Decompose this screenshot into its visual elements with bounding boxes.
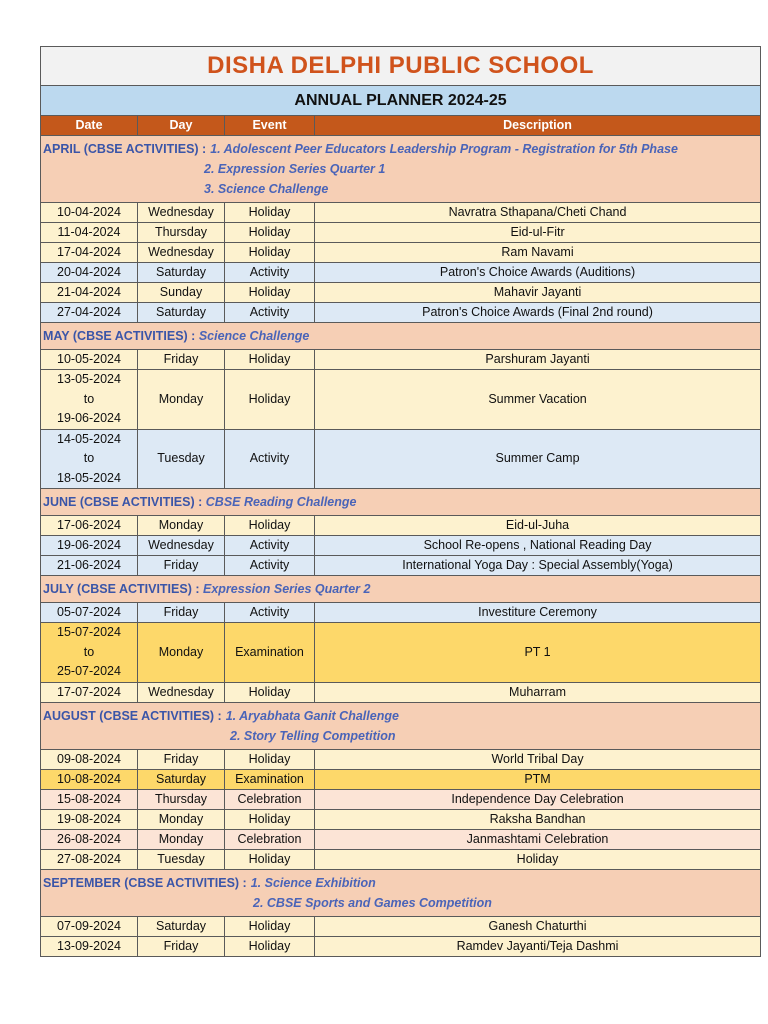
cell-description: Ram Navami <box>315 243 761 263</box>
table-row <box>41 303 761 323</box>
cell-description: School Re-opens , National Reading Day <box>315 536 761 556</box>
section-header <box>41 323 761 350</box>
cell-description: Independence Day Celebration <box>315 789 761 809</box>
column-header-description: Description <box>315 116 761 136</box>
annual-planner <box>40 46 760 957</box>
cell-date: 10-08-2024 <box>41 769 138 789</box>
cell-event: Holiday <box>225 682 315 702</box>
date-line: 18-05-2024 <box>57 470 121 485</box>
cell-description: PTM <box>315 769 761 789</box>
section-header-cell <box>41 323 761 350</box>
date-line: to <box>83 391 95 406</box>
cell-day: Monday <box>138 623 225 683</box>
school-name: DISHA DELPHI PUBLIC SCHOOL <box>41 47 761 86</box>
cbse-activity: 2. Expression Series Quarter 1 <box>204 162 386 176</box>
cbse-activity: 1. Adolescent Peer Educators Leadership Program - Registration for 5th Phase <box>210 142 678 156</box>
cell-description: Investiture Ceremony <box>315 603 761 623</box>
cell-date <box>41 429 138 489</box>
table-row <box>41 350 761 370</box>
cell-date: 17-04-2024 <box>41 243 138 263</box>
cell-day: Friday <box>138 936 225 956</box>
cell-event: Examination <box>225 769 315 789</box>
cell-description: Eid-ul-Fitr <box>315 223 761 243</box>
planner-table <box>40 46 761 957</box>
cbse-activity: Expression Series Quarter 2 <box>203 582 371 596</box>
cell-day: Sunday <box>138 283 225 303</box>
cell-day: Thursday <box>138 789 225 809</box>
table-row <box>41 809 761 829</box>
date-line: 14-05-2024 <box>57 431 121 446</box>
cell-event: Holiday <box>225 350 315 370</box>
cell-event: Activity <box>225 556 315 576</box>
cell-date: 19-08-2024 <box>41 809 138 829</box>
table-row <box>41 789 761 809</box>
date-line: 19-06-2024 <box>57 411 121 425</box>
cell-description: Parshuram Jayanti <box>315 350 761 370</box>
cell-event: Holiday <box>225 809 315 829</box>
planner-title: ANNUAL PLANNER 2024-25 <box>41 86 761 116</box>
date-line: to <box>83 644 95 659</box>
cell-description: Summer Camp <box>315 429 761 489</box>
cell-event: Activity <box>225 303 315 323</box>
section-header-cell <box>41 869 761 916</box>
cell-event: Holiday <box>225 916 315 936</box>
cell-day: Saturday <box>138 263 225 283</box>
section-month: JUNE (CBSE ACTIVITIES) : <box>43 495 203 509</box>
cell-date <box>41 370 138 430</box>
cell-event: Celebration <box>225 829 315 849</box>
section-header <box>41 489 761 516</box>
cell-event: Holiday <box>225 243 315 263</box>
cell-day: Monday <box>138 370 225 430</box>
cell-event: Holiday <box>225 749 315 769</box>
cell-date: 09-08-2024 <box>41 749 138 769</box>
section-month: AUGUST (CBSE ACTIVITIES) : <box>43 708 222 723</box>
cell-event: Activity <box>225 603 315 623</box>
cell-day: Wednesday <box>138 243 225 263</box>
cell-date: 10-04-2024 <box>41 203 138 223</box>
cell-description: Eid-ul-Juha <box>315 516 761 536</box>
section-header-cell <box>41 702 761 749</box>
cell-day: Saturday <box>138 769 225 789</box>
table-row <box>41 263 761 283</box>
cell-day: Monday <box>138 829 225 849</box>
cbse-activity: 3. Science Challenge <box>204 182 329 196</box>
cell-day: Saturday <box>138 916 225 936</box>
column-header-row <box>41 116 761 136</box>
cell-date: 17-07-2024 <box>41 682 138 702</box>
table-row <box>41 916 761 936</box>
cell-date: 26-08-2024 <box>41 829 138 849</box>
cbse-activity: CBSE Reading Challenge <box>205 495 357 509</box>
cell-description: PT 1 <box>315 623 761 683</box>
column-header-event: Event <box>225 116 315 136</box>
section-header <box>41 869 761 916</box>
cell-event: Holiday <box>225 203 315 223</box>
planner-body <box>41 136 761 957</box>
cbse-activity: Science Challenge <box>198 329 310 343</box>
table-row <box>41 603 761 623</box>
cell-day: Thursday <box>138 223 225 243</box>
table-row <box>41 429 761 489</box>
table-row <box>41 243 761 263</box>
cell-day: Tuesday <box>138 429 225 489</box>
cell-day: Wednesday <box>138 536 225 556</box>
cell-description: Patron's Choice Awards (Auditions) <box>315 263 761 283</box>
date-line: 25-07-2024 <box>57 664 121 678</box>
cell-description: Mahavir Jayanti <box>315 283 761 303</box>
cell-event: Activity <box>225 536 315 556</box>
cell-day: Monday <box>138 809 225 829</box>
cell-description: Raksha Bandhan <box>315 809 761 829</box>
table-row <box>41 682 761 702</box>
cbse-activity: 1. Science Exhibition <box>250 875 376 890</box>
cell-event: Holiday <box>225 223 315 243</box>
cell-description: Summer Vacation <box>315 370 761 430</box>
date-line: 15-07-2024 <box>57 625 121 639</box>
section-header <box>41 576 761 603</box>
cell-description: Patron's Choice Awards (Final 2nd round) <box>315 303 761 323</box>
section-header-cell <box>41 489 761 516</box>
cell-date: 27-04-2024 <box>41 303 138 323</box>
cell-date: 07-09-2024 <box>41 916 138 936</box>
cell-event: Examination <box>225 623 315 683</box>
cell-date: 20-04-2024 <box>41 263 138 283</box>
cell-date: 21-04-2024 <box>41 283 138 303</box>
table-row <box>41 283 761 303</box>
cell-date: 17-06-2024 <box>41 516 138 536</box>
cell-date: 10-05-2024 <box>41 350 138 370</box>
section-month: SEPTEMBER (CBSE ACTIVITIES) : <box>43 875 247 890</box>
cell-date: 11-04-2024 <box>41 223 138 243</box>
cell-day: Friday <box>138 350 225 370</box>
cell-event: Activity <box>225 429 315 489</box>
date-line: 13-05-2024 <box>57 372 121 386</box>
cell-event: Holiday <box>225 849 315 869</box>
cell-date: 15-08-2024 <box>41 789 138 809</box>
cell-day: Friday <box>138 603 225 623</box>
table-row <box>41 203 761 223</box>
table-row <box>41 936 761 956</box>
cell-day: Saturday <box>138 303 225 323</box>
cell-day: Friday <box>138 749 225 769</box>
cbse-activity: 1. Aryabhata Ganit Challenge <box>225 708 399 723</box>
section-month: JULY (CBSE ACTIVITIES) : <box>43 582 200 596</box>
cell-event: Holiday <box>225 283 315 303</box>
cell-date: 05-07-2024 <box>41 603 138 623</box>
section-month: APRIL (CBSE ACTIVITIES) : <box>43 142 207 156</box>
section-header <box>41 136 761 203</box>
table-row <box>41 769 761 789</box>
column-header-date: Date <box>41 116 138 136</box>
cell-event: Activity <box>225 263 315 283</box>
table-row <box>41 370 761 430</box>
cell-description: International Yoga Day : Special Assembly(Yoga) <box>315 556 761 576</box>
table-row <box>41 536 761 556</box>
cell-description: Ramdev Jayanti/Teja Dashmi <box>315 936 761 956</box>
cell-day: Wednesday <box>138 203 225 223</box>
cbse-activity: 2. CBSE Sports and Games Competition <box>253 895 492 910</box>
cell-event: Holiday <box>225 936 315 956</box>
cell-description: Navratra Sthapana/Cheti Chand <box>315 203 761 223</box>
cell-day: Friday <box>138 556 225 576</box>
cbse-activity: 2. Story Telling Competition <box>230 728 396 743</box>
cell-day: Wednesday <box>138 682 225 702</box>
cell-event: Celebration <box>225 789 315 809</box>
section-header <box>41 702 761 749</box>
cell-description: Janmashtami Celebration <box>315 829 761 849</box>
cell-event: Holiday <box>225 516 315 536</box>
section-header-cell <box>41 136 761 203</box>
table-row <box>41 849 761 869</box>
cell-date <box>41 623 138 683</box>
section-month: MAY (CBSE ACTIVITIES) : <box>43 329 196 343</box>
column-header-day: Day <box>138 116 225 136</box>
table-row <box>41 223 761 243</box>
date-line: to <box>83 451 95 465</box>
cell-description: Muharram <box>315 682 761 702</box>
section-header-cell <box>41 576 761 603</box>
table-row <box>41 749 761 769</box>
table-row <box>41 556 761 576</box>
cell-description: Holiday <box>315 849 761 869</box>
cell-description: Ganesh Chaturthi <box>315 916 761 936</box>
cell-date: 27-08-2024 <box>41 849 138 869</box>
cell-event: Holiday <box>225 370 315 430</box>
cell-date: 21-06-2024 <box>41 556 138 576</box>
cell-description: World Tribal Day <box>315 749 761 769</box>
cell-date: 19-06-2024 <box>41 536 138 556</box>
table-row <box>41 623 761 683</box>
cell-day: Monday <box>138 516 225 536</box>
cell-date: 13-09-2024 <box>41 936 138 956</box>
table-row <box>41 516 761 536</box>
table-row <box>41 829 761 849</box>
cell-day: Tuesday <box>138 849 225 869</box>
